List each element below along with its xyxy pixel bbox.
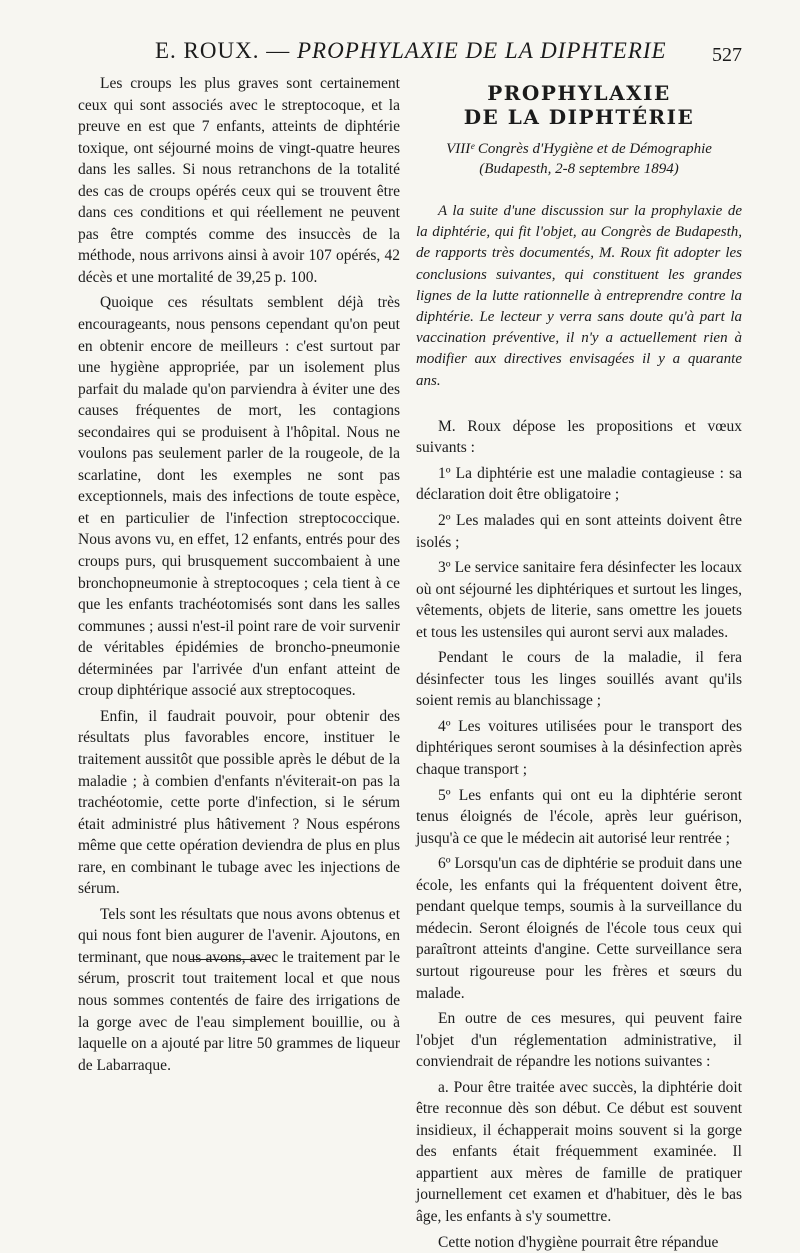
paragraph: Pendant le cours de la maladie, il fera désinfecter tous les linges souillés avant qu'ils soient remis au blanchissage ; (416, 649, 742, 710)
proposition: 1º La diphtérie est une maladie contagieuse : sa déclaration doit être obligatoire ; (416, 464, 742, 504)
page-number: 527 (712, 44, 742, 66)
left-column (78, 73, 400, 1076)
proposition: 3º Le service sanitaire fera désinfecter les locaux où ont séjourné les diphtériques et surtout les linges, vêtements, objets de literie, sans omettre les jouets et tous les ustensiles qui auront servi aux malades. (416, 559, 742, 641)
right-column (416, 73, 742, 1253)
running-head (155, 38, 675, 64)
running-head-author: E. ROUX. — (155, 38, 297, 63)
article-subtitle (416, 139, 742, 179)
paragraph: Les croups les plus graves sont certainement ceux qui sont associés avec le streptocoque, et la preuve en est que 7 enfants, atteints de diphtérie toxique, ont séjourné moins de vingt-quatre heures dans les salles. Si nous retranchons de la totalité des cas de croups opérés ceux qui se trouvent être dans ces conditions et qui réellement ne peuvent pas être comptés comme des insuccès de la méthode, nous arrivons ainsi à avoir 107 opérés, 42 décès et une mortalité de 39,25 p. 100. (78, 75, 400, 286)
running-header (0, 38, 800, 78)
paragraph: M. Roux dépose les propositions et vœux suivants : (416, 417, 742, 457)
editorial-intro: A la suite d'une discussion sur la prophylaxie de la diphtérie, qui fit l'objet, au Congrès de Budapesth, de rapports très documentés, M. Roux fit adopter les conclusions suivantes, qui constituent les grandes lignes de la lutte rationnelle à entreprendre contre la diphtérie. Le lecteur y verra sans doute qu'à part la vaccination préventive, il n'y a actuellement rien à modifier aux directives envisagées il y a quarante ans. (416, 203, 742, 389)
paragraph: En outre de ces mesures, qui peuvent faire l'objet d'un réglementation administrative, il conviendrait de répandre les notions suivantes : (416, 1010, 742, 1071)
running-head-title: PROPHYLAXIE DE LA DIPHTERIE (296, 38, 667, 63)
title-line: PROPHYLAXIE (487, 81, 671, 105)
paragraph: Enfin, il faudrait pouvoir, pour obtenir des résultats plus favorables encore, instituer le traitement aussitôt que possible après le début de la maladie ; à combien d'enfants n'éviterait-on pas la trachéotomie, cette porte d'infection, si le sérum était administré plus hâtivement ? Nous espérons même que cette opération deviendra de plus en plus rare, en combinant le tubage avec les injections de sérum. (78, 707, 400, 898)
paragraph: Quoique ces résultats semblent déjà très encourageants, nous pensons cependant qu'on peut en obtenir encore de meilleurs : c'est surtout par une hygiène appropriée, par un isolement plus parfait du malade qu'on parviendra à éviter une des causes fréquentes de mort, les contagions secondaires qui se produisent à l'hôpital. Nous ne voulons pas seulement parler de la rougeole, de la scarlatine, dont les exemples ne sont pas exceptionnels, mais des infections de toute espèce, et en particulier de l'infection streptococcique. Nous avons vu, en effet, 12 enfants, entrés pour des croups purs, qui brusquement succombaient à une bronchopneumonie à streptocoques ; cela tient à ce que les enfants trachéotomisés sont dans les salles communes ; aussi n'est-il point rare de voir survenir de véritables épidémies de broncho-pneumonie déterminées par l'arrivée d'un enfant atteint de croup diphtérique associé aux streptocoques. (78, 294, 400, 700)
paragraph: Tels sont les résultats que nous avons obtenus et qui nous font bien augurer de l'avenir. Ajoutons, en terminant, que nous avons, avec le traitement par le sérum, proscrit tout traitement local et que nous nous sommes contentés de faire des irrigations de la gorge avec de l'eau simplement bouillie, ou à laquelle on a ajouté par litre 50 grammes de liqueur de Labarraque. (78, 905, 400, 1074)
proposition: 5º Les enfants qui ont eu la diphtérie seront tenus éloignés de l'école, après leur guérison, jusqu'à ce que le médecin ait autorisé leur rentrée ; (416, 786, 742, 847)
article-title (416, 81, 742, 129)
proposition: 6º Lorsqu'un cas de diphtérie se produit dans une école, les enfants qui la fréquentent doivent être, pendant quelque temps, soumis à la surveillance du médecin. Seront éloignés de l'école tous ceux qui paraîtront atteints d'angine. Cette surveillance sera surtout rigoureuse pour les frères et sœurs du malade. (416, 855, 742, 1002)
subtitle-line: VIIIᵉ Congrès d'Hygiène et de Démographie (446, 141, 712, 157)
subtitle-line: (Budapesth, 2-8 septembre 1894) (479, 161, 679, 177)
paragraph: Cette notion d'hygiène pourrait être répandue (438, 1233, 719, 1251)
title-line: DE LA DIPHTÉRIE (463, 105, 695, 129)
section-divider (190, 959, 266, 960)
proposition: 2º Les malades qui en sont atteints doivent être isolés ; (416, 512, 742, 551)
paragraph: a. Pour être traitée avec succès, la diphtérie doit être reconnue dès son début. Ce début est souvent insidieux, il échapperait moins souvent si la gorge des enfants était fréquemment examinée. Il appartient aux mères de famille de pratiquer journellement cet examen et d'habituer, dès le bas âge, les enfants à s'y soumettre. (416, 1078, 742, 1225)
proposition: 4º Les voitures utilisées pour le transport des diphtériques seront soumises à la désinfection après chaque transport ; (416, 717, 742, 779)
